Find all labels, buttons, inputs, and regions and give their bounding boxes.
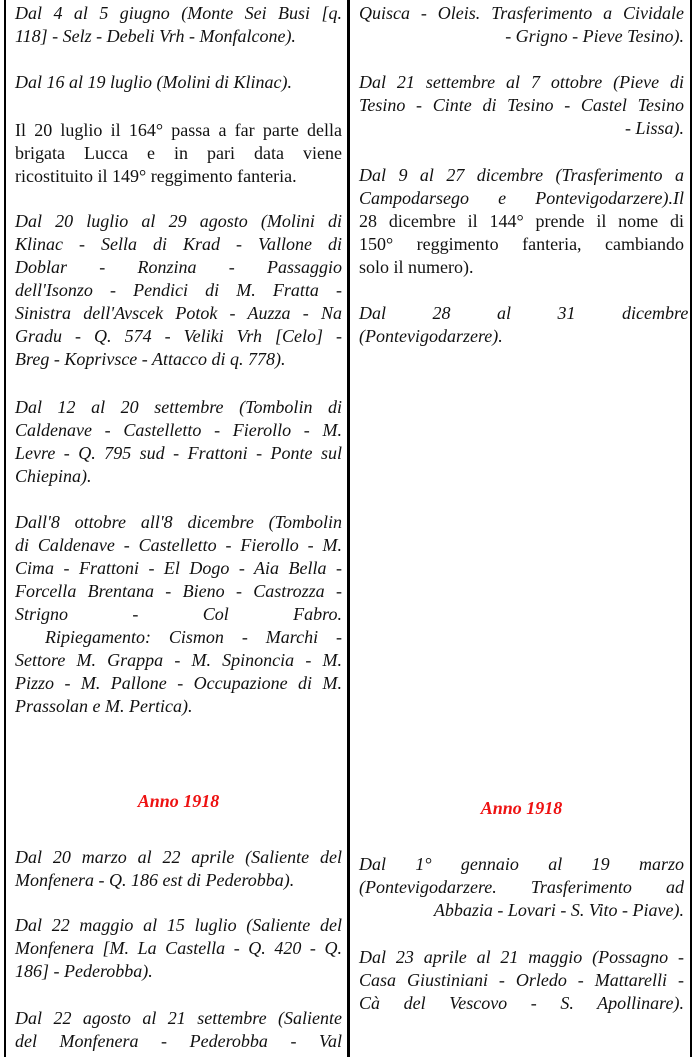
text-line: Settore M. Grappa - M. Spinoncia - M. — [15, 650, 342, 670]
text-line: Dal 1° gennaio al 19 marzo — [359, 854, 684, 874]
text-line: Gradu - Q. 574 - Veliki Vrh [Celo] - — [15, 326, 342, 346]
entry-quisca-oleis — [359, 2, 684, 48]
text-line: Dal 20 luglio al 29 agosto (Molini di — [15, 211, 342, 231]
text-line: Cima - Frattoni - El Dogo - Aia Bella - — [15, 558, 342, 578]
text-line: Dal 28 al 31 dicembre — [359, 303, 689, 323]
text-line: Prassolan e M. Pertica). — [15, 696, 193, 716]
text-line: Monfenera [M. La Castella - Q. 420 - Q. — [15, 938, 342, 958]
text-line: Dal 21 settembre al 7 ottobre (Pieve di — [359, 72, 684, 92]
text-line: Dal 16 al 19 luglio (Molini di Klinac). — [15, 72, 292, 92]
text-line: di Caldenave - Castelletto - Fierollo - M. — [15, 535, 342, 555]
text-line: dell'Isonzo - Pendici di M. Fratta - — [15, 280, 342, 300]
text-line: (Pontevigodarzere. Trasferimento ad — [359, 877, 684, 897]
text-line: Dal 22 maggio al 15 luglio (Saliente del — [15, 915, 342, 935]
text-line: Dal 23 aprile al 21 maggio (Possagno - — [359, 947, 684, 967]
text-line: Monfenera - Q. 186 est di Pederobba). — [15, 870, 295, 890]
text-line: Levre - Q. 795 sud - Frattoni - Ponte sul — [15, 443, 342, 463]
entry-22-agosto-21-settembre — [15, 1007, 342, 1053]
entry-8-ottobre-8-dicembre — [15, 511, 342, 718]
text-line: Sinistra dell'Avscek Potok - Auzza - Na — [15, 303, 342, 323]
text-line: (Pontevigodarzere). — [359, 326, 503, 346]
text-line: Ripiegamento: Cismon - Marchi - — [45, 627, 342, 647]
text-line: Dal 9 al 27 dicembre (Trasferimento a — [359, 165, 684, 185]
text-line: 118] - Selz - Debeli Vrh - Monfalcone). — [15, 26, 296, 46]
text-line: 150° reggimento fanteria, cambiando — [359, 234, 684, 254]
entry-16-19-luglio — [15, 71, 342, 94]
text-line: del Monfenera - Pederobba - Val — [15, 1031, 342, 1051]
text-line: 28 dicembre il 144° prende il nome di — [359, 211, 684, 231]
note-164-brigata-lucca — [15, 119, 342, 188]
entry-4-5-giugno — [15, 2, 342, 48]
text-line: Tesino - Cinte di Tesino - Castel Tesino — [359, 95, 684, 115]
text-line: Dal 22 agosto al 21 settembre (Saliente — [15, 1008, 342, 1028]
text-line: Dal 4 al 5 giugno (Monte Sei Busi [q. — [15, 3, 342, 23]
text-line: Klinac - Sella di Krad - Vallone di — [15, 234, 342, 254]
entry-1-gennaio-19-marzo — [359, 853, 684, 922]
text-line: Pizzo - M. Pallone - Occupazione di M. — [15, 673, 342, 693]
entry-22-maggio-15-luglio — [15, 914, 342, 983]
text-line: Caldenave - Castelletto - Fierollo - M. — [15, 420, 342, 440]
text-line: ricostituito il 149° reggimento fanteria. — [15, 166, 297, 186]
entry-28-31-dicembre — [359, 302, 689, 348]
text-line: brigata Lucca e in pari data viene — [15, 143, 342, 163]
entry-12-20-settembre — [15, 396, 342, 488]
column-divider — [347, 0, 350, 1057]
text-line: Doblar - Ronzina - Passaggio — [15, 257, 342, 277]
text-line: Casa Giustiniani - Orledo - Mattarelli - — [359, 970, 684, 990]
year-heading-1918: Anno 1918 — [480, 798, 563, 818]
text-line: Quisca - Oleis. Trasferimento a Cividale — [359, 3, 684, 23]
text-line: Campodarsego e Pontevigodarzere).Il — [359, 188, 684, 208]
text-line: 186] - Pederobba). — [15, 961, 153, 981]
text-line: - Lissa). — [624, 118, 684, 138]
text-line: Breg - Koprivsce - Attacco di q. 778). — [15, 349, 286, 369]
entry-20-marzo-22-aprile — [15, 846, 342, 892]
text-line: Dal 20 marzo al 22 aprile (Saliente del — [15, 847, 342, 867]
entry-20-luglio-29-agosto — [15, 210, 342, 371]
year-heading-1918: Anno 1918 — [137, 791, 220, 811]
text-line: Dall'8 ottobre all'8 dicembre (Tombolin — [15, 512, 342, 532]
text-line: Abbazia - Lovari - S. Vito - Piave). — [433, 900, 684, 920]
text-line: Strigno - Col Fabro. — [15, 604, 342, 624]
text-line: Cà del Vescovo - S. Apollinare). — [359, 993, 684, 1013]
entry-23-aprile-21-maggio — [359, 946, 684, 1015]
text-line: Il 20 luglio il 164° passa a far parte della — [15, 120, 342, 140]
text-line: Chiepina). — [15, 466, 92, 486]
text-line: Dal 12 al 20 settembre (Tombolin di — [15, 397, 342, 417]
entry-21-settembre-7-ottobre — [359, 71, 684, 140]
text-line: solo il numero). — [359, 257, 474, 277]
entry-9-27-dicembre — [359, 164, 684, 279]
text-line: - Grigno - Pieve Tesino). — [505, 26, 684, 46]
text-line: Forcella Brentana - Bieno - Castrozza - — [15, 581, 342, 601]
